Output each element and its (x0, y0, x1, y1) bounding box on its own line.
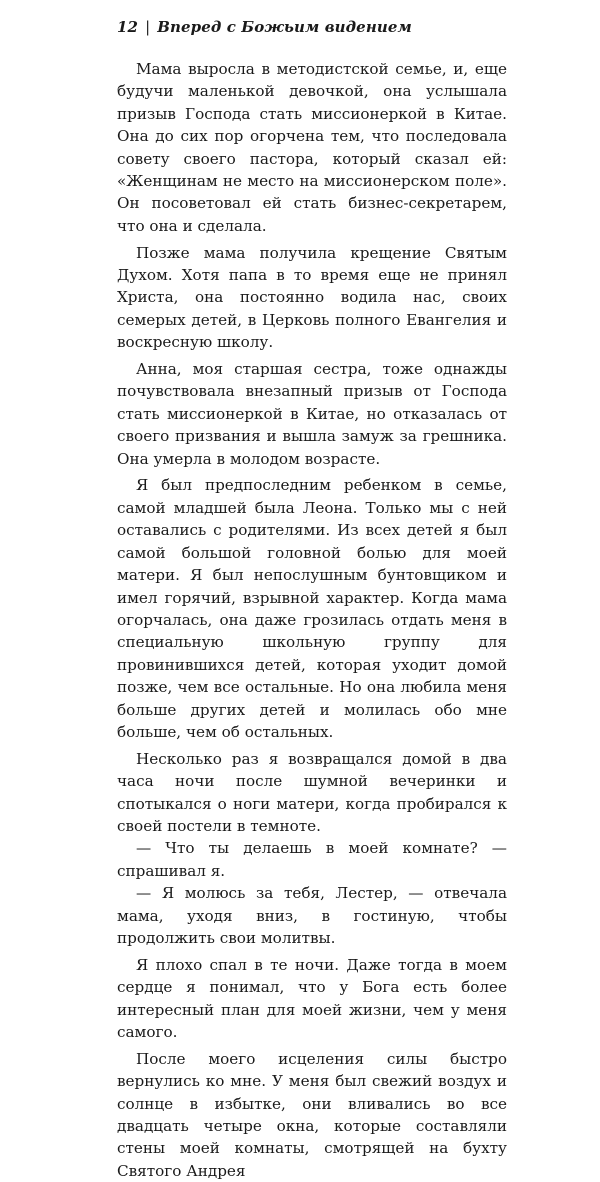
body-text (117, 58, 507, 1182)
paragraph: После моего исцеления силы быстро вернулись ко мне. У меня был свежий воздух и солнце в избытке, они вливались во все двадцать четыре окна, которые составляли стены моей комнаты, смотрящей на бухту Святого Андрея (117, 1049, 507, 1180)
paragraph: Мама выросла в методистской семье, и, еще будучи маленькой девочкой, она услышала призыв Господа стать миссионеркой в Китае. Она до сих пор огорчена тем, что последовала совету своего пастора, который сказал ей: «Женщинам не место на миссионерском поле». Он посоветовал ей стать бизнес-секретарем, что она и сделала. (117, 60, 507, 235)
paragraph: Я был предпоследним ребенком в семье, самой младшей была Леона. Только мы с ней оставались с родителями. Из всех детей я был самой большой головной болью для моей матери. Я был непослушным бунтовщиком и имел горячий, взрывной характер. Когда мама огорчалась, она даже грозилась отдать меня в специальную школьную группу для провинившихся детей, которая уходит домой позже, чем все остальные. Но она любила меня больше других детей и молилась обо мне больше, чем об остальных. (117, 476, 507, 741)
paragraph: Я плохо спал в те ночи. Даже тогда в моем сердце я понимал, что у Бога есть более интересный план для моей жизни, чем у меня самого. (117, 955, 507, 1042)
header-separator: | (145, 18, 151, 36)
page-number: 12 (117, 18, 139, 36)
dialogue-line: — Что ты делаешь в моей комнате? — спрашивал я. (117, 839, 507, 880)
paragraph: Анна, моя старшая сестра, тоже однажды почувствовала внезапный призыв от Господа стать миссионеркой в Китае, но отказалась от своего призвания и вышла замуж за грешника. Она умерла в молодом возрасте. (117, 360, 507, 468)
paragraph: Позже мама получила крещение Святым Духом. Хотя папа в то время еще не принял Христа, она постоянно водила нас, своих семерых детей, в Церковь полного Евангелия и воскресную школу. (117, 243, 507, 352)
running-head (117, 18, 412, 36)
book-title: Вперед с Божьим видением (157, 18, 412, 36)
dialogue-line: — Я молюсь за тебя, Лестер, — отвечала мама, уходя вниз, в гостиную, чтобы продолжить свои молитвы. (117, 884, 507, 947)
paragraph: Несколько раз я возвращался домой в два часа ночи после шумной вечеринки и спотыкался о ноги матери, когда пробирался к своей постели в темноте. (117, 749, 507, 835)
